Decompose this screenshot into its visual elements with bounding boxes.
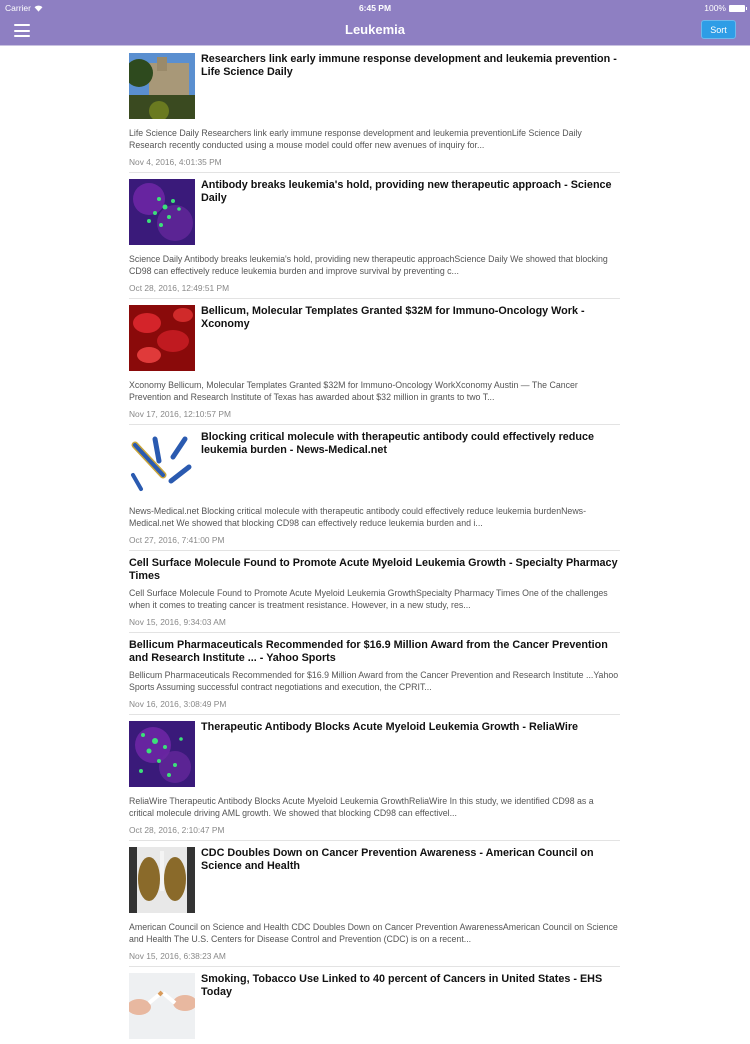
article-description: Bellicum Pharmaceuticals Recommended for $16.9 Million Award from the Cancer Prevention and Research Institute ...Yahoo Sports Assuming successful contract negotiations and execution, the CPRIT... <box>129 670 619 692</box>
thumbnail-blood-cells-image <box>129 305 195 371</box>
navigation-bar <box>0 0 750 46</box>
thumbnail-cells-image <box>129 179 195 245</box>
article-title[interactable]: Therapeutic Antibody Blocks Acute Myeloid Leukemia Growth - ReliaWire <box>201 721 579 733</box>
list-item[interactable] <box>129 841 620 967</box>
article-description: Life Science Daily Researchers link early immune response development and leukemia preventionLife Science Daily Research recently conducted using a mouse model could offer new avenues of inquiry for... <box>129 128 582 150</box>
page-title: Leukemia <box>345 22 405 37</box>
article-date: Nov 17, 2016, 12:10:57 PM <box>129 409 231 419</box>
list-item[interactable] <box>129 715 620 841</box>
list-item[interactable] <box>129 425 620 551</box>
article-description: Cell Surface Molecule Found to Promote Acute Myeloid Leukemia GrowthSpecialty Pharmacy Times One of the challenges when it comes to treating cancer is treatment resistance. However, in a new study, res... <box>129 588 608 610</box>
article-description: American Council on Science and Health CDC Doubles Down on Cancer Prevention AwarenessAmerican Council on Science and Health The U.S. Centers for Disease Control and Prevention (CDC) is on a recent... <box>129 922 618 944</box>
article-date: Nov 15, 2016, 6:38:23 AM <box>129 951 226 961</box>
article-list <box>129 47 620 1044</box>
article-date: Oct 28, 2016, 12:49:51 PM <box>129 283 230 293</box>
clock: 6:45 PM <box>358 3 392 13</box>
list-item[interactable] <box>129 551 620 633</box>
battery-label: 100% <box>704 3 726 13</box>
article-description: News-Medical.net Blocking critical molecule with therapeutic antibody could effectively reduce leukemia burdenNews-Medical.net We showed that blocking CD98 can effectively reduce leukemia burden and i... <box>129 506 587 528</box>
article-title[interactable]: Bellicum Pharmaceuticals Recommended for $16.9 Million Award from the Cancer Prevention and Research Institute ... - Yahoo Sports <box>129 639 608 664</box>
battery-indicator <box>704 3 745 13</box>
thumbnail-cigarette-image <box>129 973 195 1039</box>
list-item[interactable] <box>129 967 620 1044</box>
article-date: Nov 15, 2016, 9:34:03 AM <box>129 617 226 627</box>
article-title[interactable]: Blocking critical molecule with therapeutic antibody could effectively reduce leukemia burden - News-Medical.net <box>201 431 594 456</box>
thumbnail-lungs-xray-image <box>129 847 195 913</box>
article-title[interactable]: Bellicum, Molecular Templates Granted $32M for Immuno-Oncology Work - Xconomy <box>201 305 585 330</box>
thumbnail-antibody-image <box>129 431 195 497</box>
thumbnail-cells-image <box>129 721 195 787</box>
list-item[interactable] <box>129 173 620 299</box>
article-title[interactable]: Cell Surface Molecule Found to Promote Acute Myeloid Leukemia Growth - Specialty Pharmacy Times <box>129 557 618 582</box>
article-title[interactable]: Smoking, Tobacco Use Linked to 40 percent of Cancers in United States - EHS Today <box>201 973 603 998</box>
article-date: Nov 16, 2016, 3:08:49 PM <box>129 699 227 709</box>
battery-icon <box>729 5 745 12</box>
article-description: Xconomy Bellicum, Molecular Templates Granted $32M for Immuno-Oncology WorkXconomy Austin — The Cancer Prevention and Research Institute of Texas has awarded about $32 million in grants to two T... <box>129 380 578 402</box>
carrier-label: Carrier <box>5 3 31 13</box>
article-date: Oct 27, 2016, 7:41:00 PM <box>129 535 225 545</box>
article-date: Nov 4, 2016, 4:01:35 PM <box>129 157 222 167</box>
list-item[interactable] <box>129 633 620 715</box>
article-description: ReliaWire Therapeutic Antibody Blocks Acute Myeloid Leukemia GrowthReliaWire In this study, we identified CD98 as a critical molecule driving AML growth. We showed that blocking CD98 can effectivel... <box>129 796 594 818</box>
article-description: Science Daily Antibody breaks leukemia's hold, providing new therapeutic approachScience Daily We showed that blocking CD98 can effectively reduce leukemia burden and improve survival by preventing c... <box>129 254 608 276</box>
thumbnail-castle-image <box>129 53 195 119</box>
article-title[interactable]: CDC Doubles Down on Cancer Prevention Awareness - American Council on Science and Health <box>201 847 594 872</box>
status-bar <box>0 0 750 14</box>
list-item[interactable] <box>129 47 620 173</box>
list-item[interactable] <box>129 299 620 425</box>
article-title[interactable]: Antibody breaks leukemia's hold, providing new therapeutic approach - Science Daily <box>201 179 612 204</box>
article-title[interactable]: Researchers link early immune response development and leukemia prevention - Life Science Daily <box>201 53 617 78</box>
sort-button[interactable]: Sort <box>701 20 736 39</box>
article-date: Oct 28, 2016, 2:10:47 PM <box>129 825 225 835</box>
